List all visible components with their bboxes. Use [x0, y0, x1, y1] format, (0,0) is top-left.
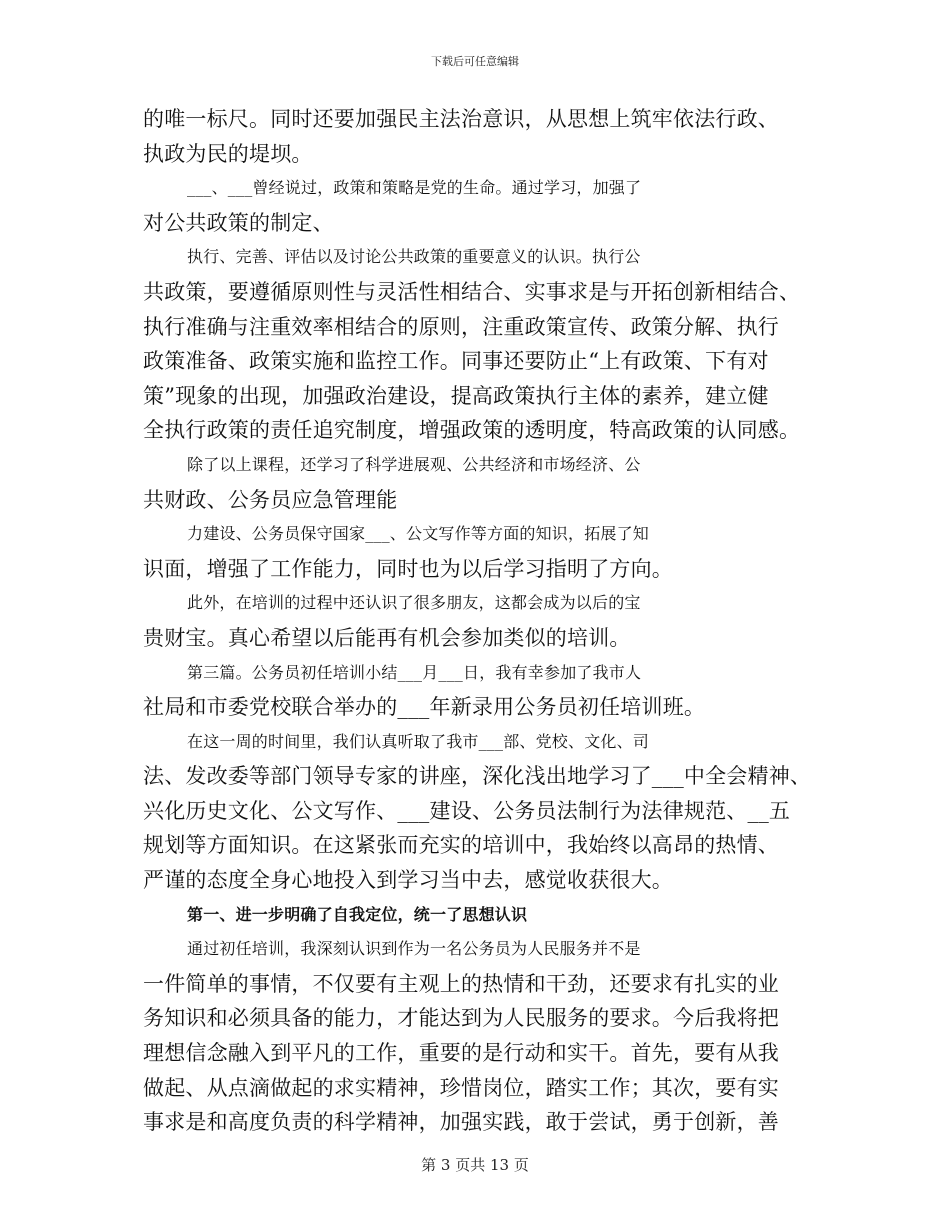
page-header: 下载后可任意编辑 [431, 55, 519, 68]
text-line: 执行准确与注重效率相结合的原则，注重政策宣传、政策分解、执行 [143, 314, 779, 339]
text-line: 贵财宝。真心希望以后能再有机会参加类似的培训。 [143, 625, 631, 650]
text-line: 严谨的态度全身心地投入到学习当中去，感觉收获很大。 [143, 868, 673, 893]
text-line: ___、___曾经说过，政策和策略是党的生命。通过学习，加强了 [187, 178, 642, 198]
text-line: 全执行政策的责任追究制度，增强政策的透明度，特高政策的认同感。 [143, 418, 801, 443]
text-line: 事求是和高度负责的科学精神，加强实践，敢于尝试，勇于创新，善 [143, 1110, 779, 1135]
text-line: 除了以上课程，还学习了科学进展观、公共经济和市场经济、公 [187, 454, 641, 474]
text-line: 理想信念融入到平凡的工作，重要的是行动和实干。首先，要有从我 [143, 1041, 779, 1066]
text-line: 做起、从点滴做起的求实精神，珍惜岗位，踏实工作；其次，要有实 [143, 1075, 779, 1100]
page-footer: 第 3 页共 13 页 [421, 1156, 529, 1174]
text-line: 策”现象的出现，加强政治建设，提高政策执行主体的素养，建立健 [143, 383, 769, 408]
text-line: 法、发改委等部门领导专家的讲座，深化浅出地学习了___中全会精神、 [143, 764, 812, 789]
section-heading-line: 第一、进一步明确了自我定位，统一了思想认识 [187, 904, 528, 924]
text-line: 共财政、公务员应急管理能 [143, 487, 398, 512]
text-line: 共政策，要遵循原则性与灵活性相结合、实事求是与开拓创新相结合、 [143, 279, 801, 304]
text-line: 的唯一标尺。同时还要加强民主法治意识，从思想上筑牢依法行政、 [143, 107, 779, 131]
text-line: 社局和市委党校联合举办的___年新录用公务员初任培训班。 [143, 695, 706, 720]
text-line: 识面，增强了工作能力，同时也为以后学习指明了方向。 [143, 556, 673, 581]
text-line: 执政为民的堤坝。 [143, 141, 313, 166]
text-line: 第三篇。公务员初任培训小结___月___日，我有幸参加了我市人 [187, 662, 642, 682]
text-line: 一件简单的事情，不仅要有主观上的热情和干劲，还要求有扎实的业 [143, 971, 779, 996]
text-line: 兴化历史文化、公文写作、___建设、公务员法制行为法律规范、__五 [143, 798, 791, 823]
text-line: 务知识和必须具备的能力，才能达到为人民服务的要求。今后我将把 [143, 1006, 779, 1031]
text-line: 此外，在培训的过程中还认识了很多朋友，这都会成为以后的宝 [187, 593, 641, 613]
text-line: 规划等方面知识。在这紧张而充实的培训中，我始终以高昂的热情、 [143, 833, 779, 858]
document-body [143, 102, 823, 1140]
text-line: 通过初任培训，我深刻认识到作为一名公务员为人民服务并不是 [187, 939, 641, 959]
text-line: 在这一周的时间里，我们认真听取了我市___部、党校、文化、司 [187, 731, 650, 751]
text-line: 对公共政策的制定、 [143, 210, 334, 235]
text-line: 政策准备、政策实施和监控工作。同事还要防止“上有政策、下有对 [143, 349, 769, 374]
text-line: 力建设、公务员保守国家___、公文写作等方面的知识，拓展了知 [187, 524, 650, 544]
text-line: 执行、完善、评估以及讨论公共政策的重要意义的认识。执行公 [187, 247, 641, 267]
